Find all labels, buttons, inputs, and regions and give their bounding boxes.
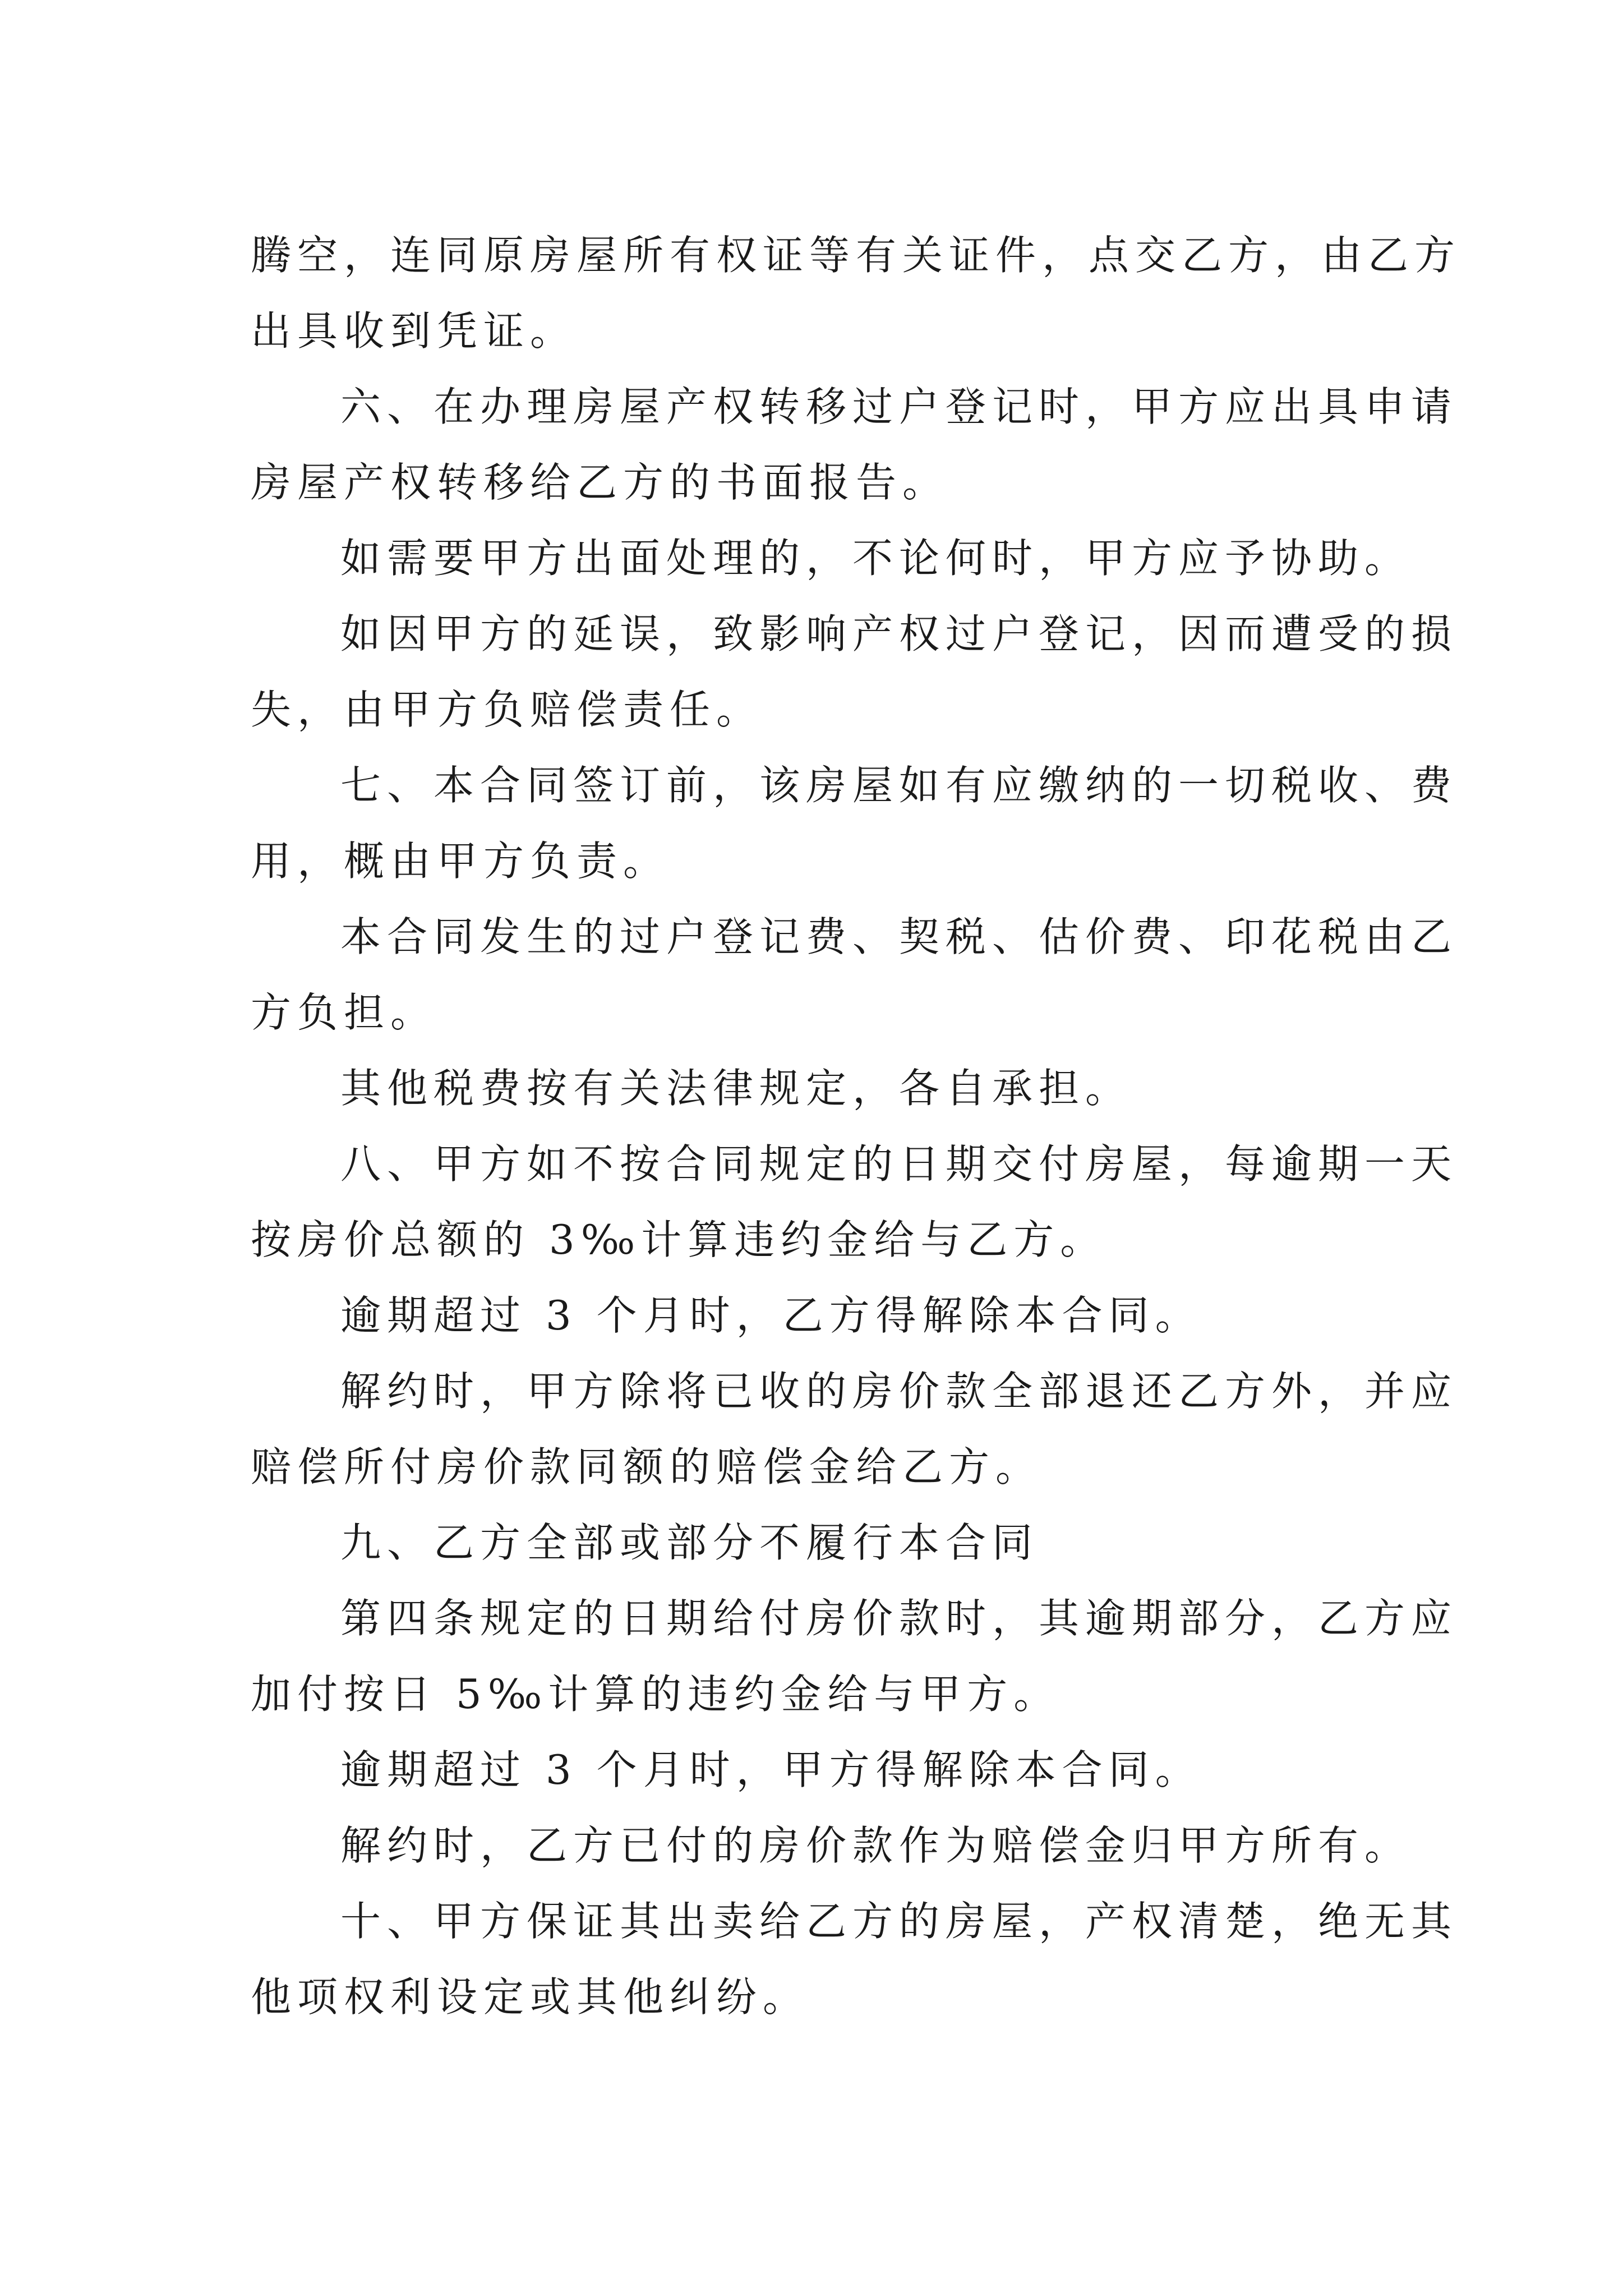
text-line: 腾空，连同原房屋所有权证等有关证件，点交乙方，由乙方 <box>251 232 1461 279</box>
paragraph-line: 其他税费按有关法律规定，各自承担。 <box>340 1065 1132 1112</box>
text-line: 失，由甲方负赔偿责任。 <box>251 686 763 733</box>
paragraph-line: 如需要甲方出面处理的，不论何时，甲方应予协助。 <box>340 535 1412 582</box>
text-line: 赔偿所付房价款同额的赔偿金给乙方。 <box>251 1443 1043 1490</box>
paragraph-line: 逾期超过 3 个月时，甲方得解除本合同。 <box>340 1746 1202 1793</box>
text-line: 房屋产权转移给乙方的书面报告。 <box>251 459 949 506</box>
paragraph-line: 本合同发生的过户登记费、契税、估价费、印花税由乙 <box>340 913 1458 960</box>
text-line: 按房价总额的 3‰计算违约金给与乙方。 <box>251 1216 1107 1263</box>
document-body <box>251 218 1461 2035</box>
text-line: 他项权利设定或其他纠纷。 <box>251 1973 810 2021</box>
text-line: 加付按日 5‰计算的违约金给与甲方。 <box>251 1671 1061 1718</box>
paragraph-line: 逾期超过 3 个月时，乙方得解除本合同。 <box>340 1292 1202 1339</box>
text-line: 方负担。 <box>251 989 437 1036</box>
paragraph-line: 解约时，甲方除将已收的房价款全部退还乙方外，并应 <box>340 1368 1458 1415</box>
clause-6-line: 六、在办理房屋产权转移过户登记时，甲方应出具申请 <box>340 383 1458 430</box>
clause-10-line: 十、甲方保证其出卖给乙方的房屋，产权清楚，绝无其 <box>340 1898 1458 1945</box>
clause-7-line: 七、本合同签订前，该房屋如有应缴纳的一切税收、费 <box>340 762 1458 809</box>
text-line: 用，概由甲方负责。 <box>251 838 670 885</box>
clause-9-line: 九、乙方全部或部分不履行本合同 <box>340 1519 1039 1566</box>
text-line: 出具收到凭证。 <box>251 307 577 355</box>
paragraph-line: 第四条规定的日期给付房价款时，其逾期部分，乙方应 <box>340 1595 1458 1642</box>
clause-8-line: 八、甲方如不按合同规定的日期交付房屋，每逾期一天 <box>340 1140 1458 1188</box>
paragraph-line: 解约时，乙方已付的房价款作为赔偿金归甲方所有。 <box>340 1822 1412 1869</box>
paragraph-line: 如因甲方的延误，致影响产权过户登记，因而遭受的损 <box>340 610 1458 657</box>
